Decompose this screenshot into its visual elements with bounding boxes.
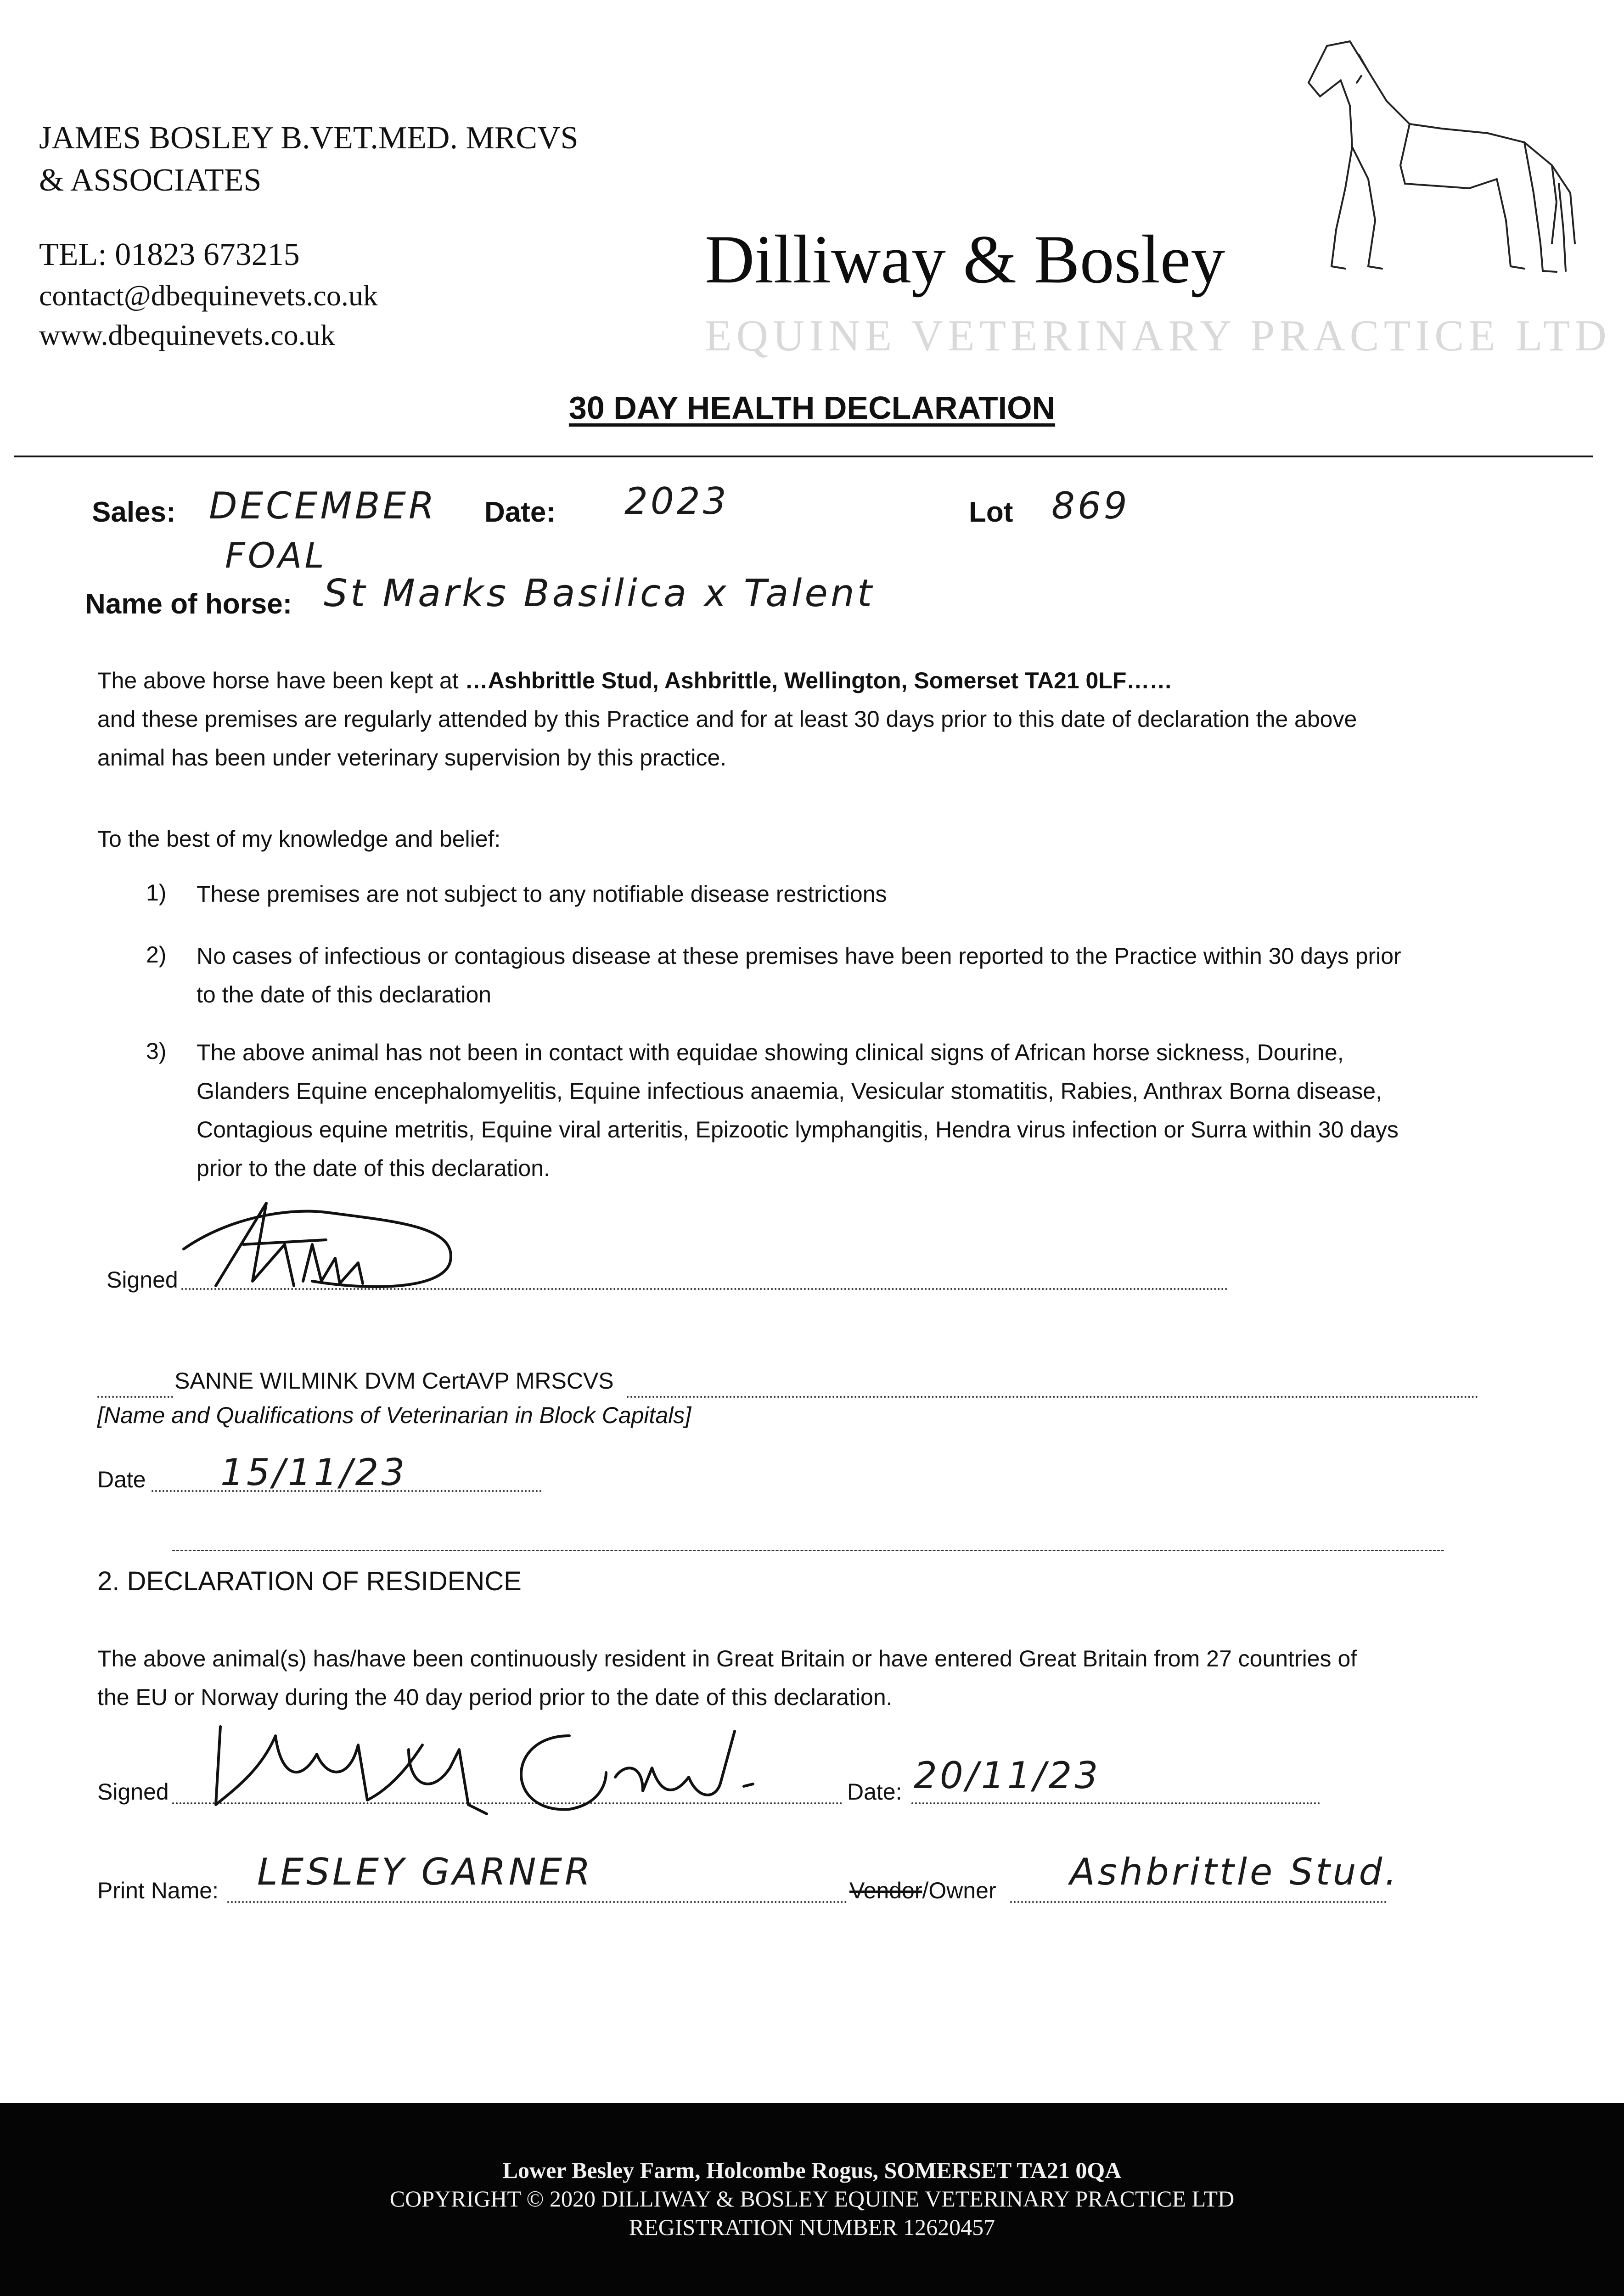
- print-name-value: LESLEY GARNER: [257, 1851, 593, 1893]
- residence-line-1: The above animal(s) has/have been continuously resident in Great Britain or have entered Great Britain from 27 countries of: [97, 1646, 1357, 1671]
- item-3-line-1: The above animal has not been in contact with equidae showing clinical signs of African horse sickness, Dourine,: [197, 1040, 1344, 1065]
- practice-name: JAMES BOSLEY B.VET.MED. MRCVS: [39, 120, 579, 156]
- brand-subtitle: EQUINE VETERINARY PRACTICE LTD: [705, 311, 1611, 360]
- residence-text: [97, 1639, 1357, 1716]
- item-2-number: 2): [146, 942, 167, 968]
- sale-date-value: 2023: [624, 480, 729, 523]
- owner-date-value: 20/11/23: [914, 1754, 1101, 1797]
- item-3-line-4: prior to the date of this declaration.: [197, 1155, 550, 1181]
- item-3-text: [197, 1033, 1399, 1187]
- lot-value: 869: [1051, 484, 1130, 527]
- residence-line-2: the EU or Norway during the 40 day period prior to the date of this declaration.: [97, 1684, 893, 1710]
- owner-signature: [211, 1717, 808, 1828]
- vet-date-value: 15/11/23: [220, 1451, 408, 1494]
- vet-signature: [174, 1189, 468, 1300]
- practice-phone: TEL: 01823 673215: [39, 237, 300, 272]
- owner-signed-label: Signed: [97, 1779, 169, 1805]
- horse-name-label: Name of horse:: [85, 588, 292, 620]
- horse-name-value: St Marks Basilica x Talent: [324, 572, 875, 615]
- residence-heading: 2. DECLARATION OF RESIDENCE: [97, 1566, 522, 1596]
- item-1-line-1: These premises are not subject to any notifiable disease restrictions: [197, 881, 887, 907]
- footer-address: Lower Besley Farm, Holcombe Rogus, SOMERSET TA21 0QA: [502, 2157, 1122, 2183]
- page-title: 30 DAY HEALTH DECLARATION: [568, 390, 1056, 426]
- owner-label: /Owner: [922, 1878, 996, 1903]
- footer-registration: REGISTRATION NUMBER 12620457: [629, 2214, 995, 2240]
- item-2-line-1: No cases of infectious or contagious disease at these premises have been reported to the Practice within 30 days prior: [197, 943, 1401, 969]
- item-3-number: 3): [146, 1038, 167, 1064]
- print-name-label: Print Name:: [97, 1878, 219, 1903]
- sales-label: Sales:: [92, 496, 176, 528]
- practice-website: www.dbequinevets.co.uk: [39, 319, 335, 351]
- lot-label: Lot: [969, 496, 1013, 528]
- footer-copyright: COPYRIGHT © 2020 DILLIWAY & BOSLEY EQUINE VETERINARY PRACTICE LTD: [389, 2186, 1235, 2212]
- section-divider: [172, 1550, 1444, 1551]
- item-2-line-2: to the date of this declaration: [197, 982, 492, 1007]
- premises-paragraph: [97, 661, 1539, 777]
- item-2-text: [197, 937, 1401, 1014]
- practice-associates: & ASSOCIATES: [39, 163, 262, 198]
- owner-date-line: [911, 1802, 1320, 1804]
- item-1-number: 1): [146, 880, 167, 906]
- premises-address: …Ashbrittle Stud, Ashbrittle, Wellington, Somerset TA21 0LF……: [465, 668, 1173, 693]
- vendor-owner-label: [849, 1871, 996, 1910]
- premises-line-3: animal has been under veterinary supervision by this practice.: [97, 745, 727, 771]
- item-1-text: [197, 875, 887, 913]
- owner-value: Ashbrittle Stud.: [1070, 1851, 1399, 1893]
- premises-intro: The above horse have been kept at: [97, 668, 465, 693]
- item-3-line-2: Glanders Equine encephalomyelitis, Equine infectious anaemia, Vesicular stomatitis, Rabies, Anthrax Borna disease,: [197, 1078, 1382, 1104]
- title-rule: [14, 456, 1593, 457]
- vet-signed-label: Signed: [107, 1267, 178, 1293]
- practice-contact-block: [39, 117, 579, 355]
- premises-line-2: and these premises are regularly attended by this Practice and for at least 30 days prior to this date of declaration the above: [97, 706, 1357, 732]
- owner-date-label: Date:: [847, 1779, 902, 1805]
- vet-name-dots-right: [627, 1396, 1478, 1398]
- sale-date-label: Date:: [484, 496, 556, 528]
- item-3-line-3: Contagious equine metritis, Equine viral arteritis, Epizootic lymphangitis, Hendra virus infection or Surra within 30 days: [197, 1117, 1399, 1142]
- vet-name-hint: [Name and Qualifications of Veterinarian in Block Capitals]: [97, 1402, 691, 1428]
- brand-name: Dilliway & Bosley: [705, 221, 1225, 298]
- belief-intro: To the best of my knowledge and belief:: [97, 826, 501, 852]
- sales-value: DECEMBER: [209, 484, 437, 527]
- vet-date-label: Date: [97, 1467, 146, 1492]
- horse-icon: [1276, 28, 1579, 285]
- foal-note: FOAL: [225, 535, 327, 576]
- footer: [0, 2103, 1624, 2296]
- print-name-line: [227, 1901, 847, 1903]
- vet-name: SANNE WILMINK DVM CertAVP MRSCVS: [174, 1362, 617, 1400]
- vendor-struck-text: Vendor: [849, 1878, 922, 1903]
- owner-line: [1010, 1901, 1387, 1903]
- practice-email: contact@dbequinevets.co.uk: [39, 279, 378, 312]
